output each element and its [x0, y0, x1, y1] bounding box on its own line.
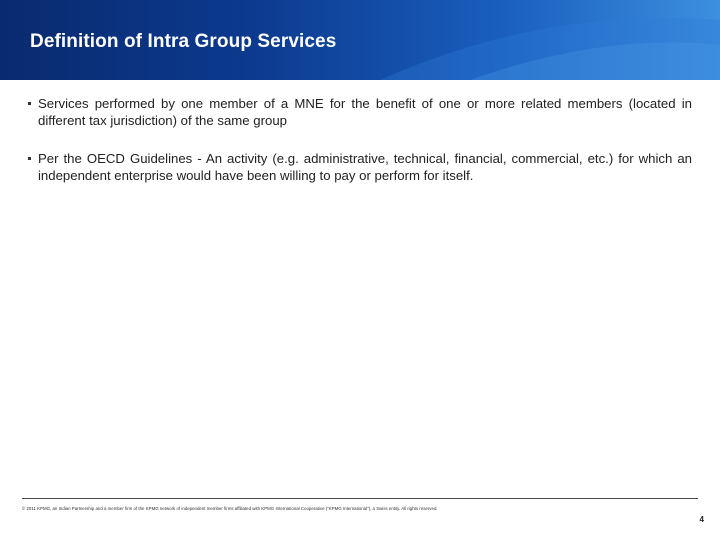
footer-divider [22, 498, 698, 499]
slide-title: Definition of Intra Group Services [30, 31, 337, 52]
bullet-list [28, 95, 692, 205]
bullet-text: Services performed by one member of a MNE for the benefit of one or more related members (located in different tax jurisdiction) of the same group [38, 96, 692, 128]
bullet-item [28, 150, 692, 184]
copyright-notice: © 2011 KPMG, an Indian Partnership and a member firm of the KPMG network of independent member firms affiliated with KPMG International Cooperative ("KPMG International"), a Swiss entity. All rights reserved. [22, 506, 438, 511]
page-number: 4 [699, 515, 704, 524]
header-band [0, 0, 720, 80]
bullet-text: Per the OECD Guidelines - An activity (e.g. administrative, technical, financial, commercial, etc.) for which an independent enterprise would have been willing to pay or perform for itself. [38, 151, 692, 183]
square-bullet-icon [28, 102, 31, 105]
bullet-item [28, 95, 692, 129]
square-bullet-icon [28, 157, 31, 160]
